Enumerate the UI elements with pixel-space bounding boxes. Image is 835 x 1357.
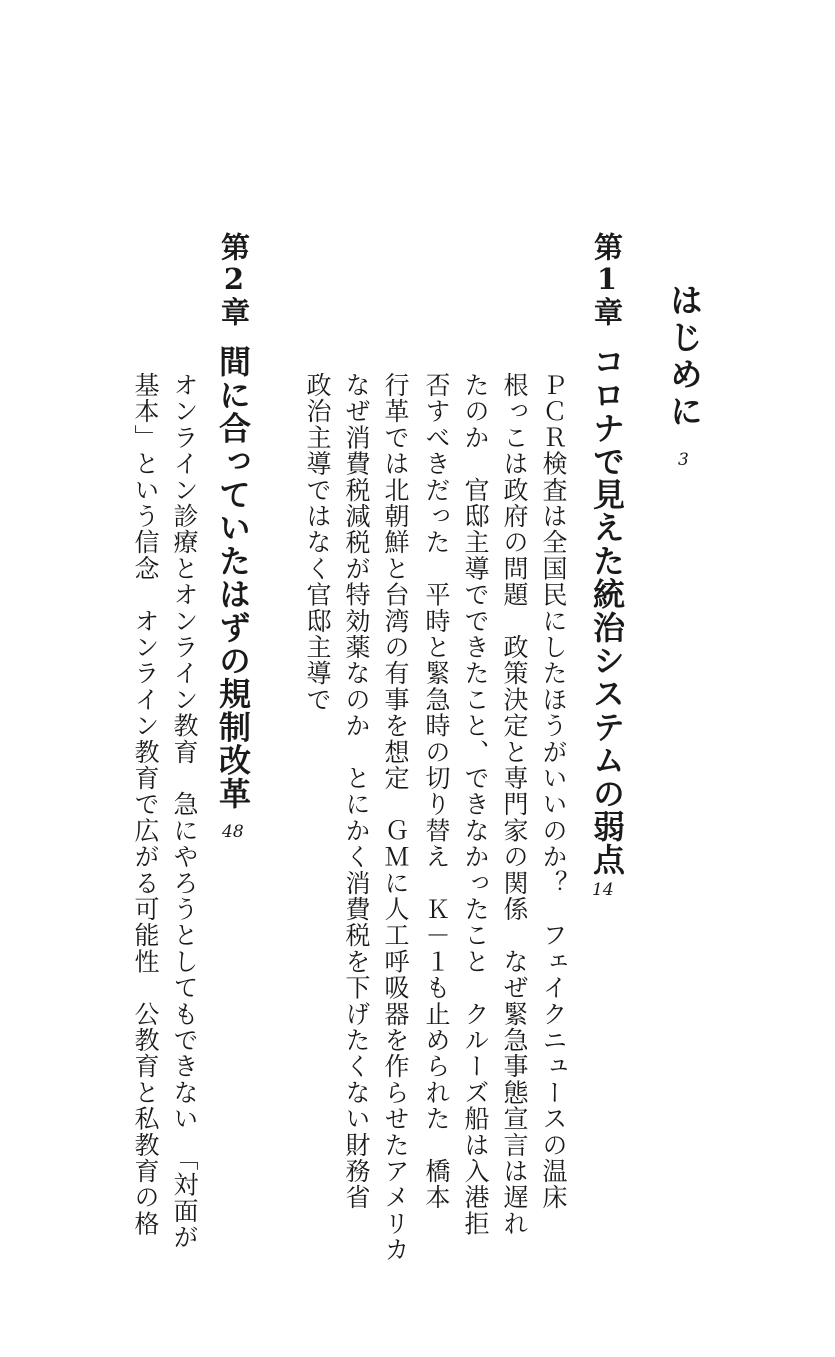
chapter-2-line-1: オンライン診療とオンライン教育 急にやろうとしてもできない 「対面が bbox=[170, 372, 199, 1251]
chapter-1-line-1: ＰＣＲ検査は全国民にしたほうがいいのか？ フェイクニュースの温床 bbox=[539, 372, 568, 1211]
chapter-2-title[interactable]: 間に合っていたはずの規制改革 bbox=[214, 345, 252, 810]
chapter-1-line-7: 政治主導ではなく官邸主導で bbox=[303, 372, 332, 713]
chapter-1-line-5: 行革では北朝鮮と台湾の有事を想定 ＧＭに人工呼吸器を作らせたアメリカ bbox=[381, 372, 410, 1263]
intro-title[interactable]: はじめに bbox=[665, 283, 704, 431]
intro-page-number: 3 bbox=[678, 450, 689, 470]
chapter-2-line-2: 基本」という信念 オンライン教育で広がる可能性 公教育と私教育の格 bbox=[131, 372, 160, 1237]
chapter-2-label: 第2章 bbox=[217, 232, 251, 327]
chapter-1-line-3: たのか 官邸主導でできたこと、できなかったこと クルーズ船は入港拒 bbox=[461, 372, 490, 1237]
chapter-1-title[interactable]: コロナで見えた統治システムの弱点 bbox=[588, 345, 626, 877]
chapter-1-line-6: なぜ消費税減税が特効薬なのか とにかく消費税を下げたくない財務省 bbox=[342, 372, 371, 1211]
chapter-2-page-number: 48 bbox=[222, 822, 244, 842]
chapter-1-line-2: 根っこは政府の問題 政策決定と専門家の関係 なぜ緊急事態宣言は遅れ bbox=[500, 372, 529, 1237]
chapter-1-page-number: 14 bbox=[592, 880, 614, 900]
chapter-1-line-4: 否すべきだった 平時と緊急時の切り替え Ｋ－１も止められた 橋本 bbox=[422, 372, 451, 1211]
chapter-1-label: 第1章 bbox=[590, 232, 624, 327]
